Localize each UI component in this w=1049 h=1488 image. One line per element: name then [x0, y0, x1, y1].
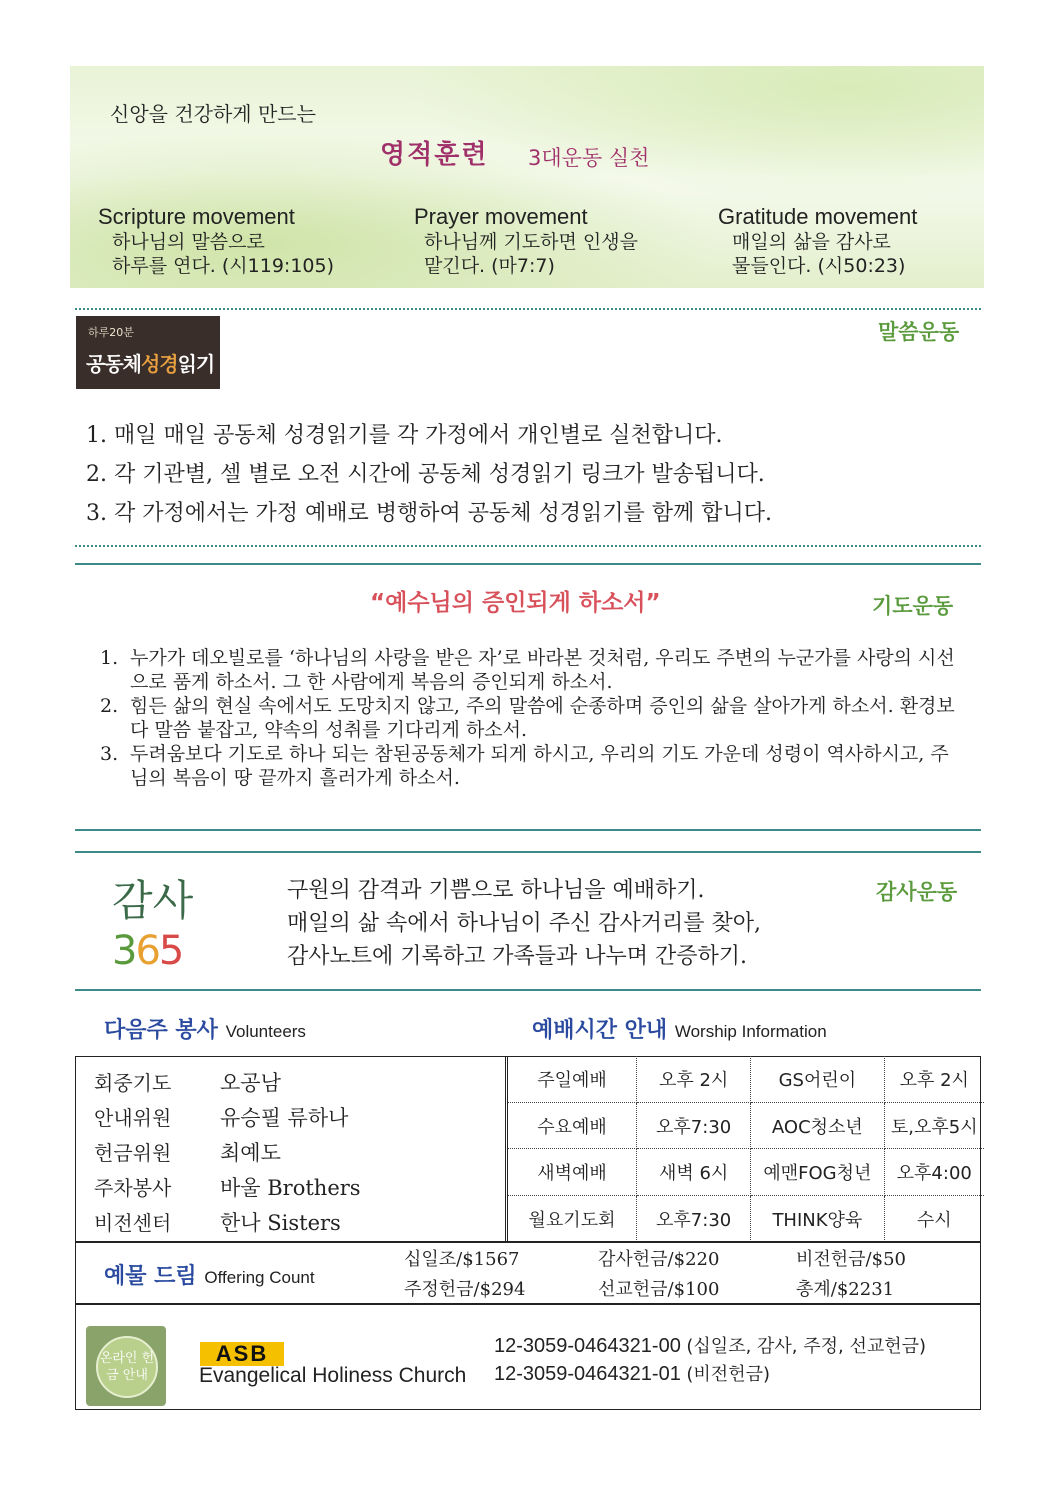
volunteer-role: 회중기도 [94, 1071, 172, 1095]
divider [75, 1241, 981, 1243]
word-list [86, 416, 772, 533]
table-cell: 오후7:30 [637, 1102, 751, 1149]
volunteer-role: 비전센터 [94, 1211, 172, 1235]
table-cell: 오후7:30 [637, 1196, 751, 1242]
movement-line: 매일의 삶을 감사로 [732, 231, 891, 253]
list-item: 3. 두려움보다 기도로 하나 되는 참된공동체가 되게 하시고, 우리의 기도 가운데 성령이 역사하시고, 주님의 복음이 땅 끝까지 흘러가게 하소서. [100, 743, 949, 789]
volunteer-name: 바울 Brothers [220, 1176, 361, 1200]
gratitude-text [287, 874, 761, 973]
logo-number: 365 [112, 928, 183, 974]
text-line: 구원의 감격과 기쁨으로 하나님을 예배하기. [287, 878, 705, 903]
offering-item: 십일조/$1567 [404, 1249, 520, 1270]
table-cell: 수시 [916, 1210, 952, 1232]
account-note: (십일조, 감사, 주정, 선교헌금) [686, 1336, 927, 1357]
table-cell: 월요기도회 [508, 1196, 637, 1242]
table-cell: 주일예배 [508, 1056, 637, 1102]
bible-reading-logo [76, 316, 220, 389]
text-line: 매일의 삶 속에서 하나님이 주신 감사거리를 찾아, [287, 911, 761, 936]
table-cell: 새벽예배 [508, 1149, 637, 1196]
table-row [508, 1102, 984, 1149]
table-cell: 예맨FOG청년 [751, 1149, 884, 1196]
banner-title-suffix: 3대운동 실천 [528, 146, 650, 170]
table-cell: 수요예배 [508, 1102, 637, 1149]
volunteer-name: 유승필 류하나 [220, 1106, 349, 1130]
worship-table [505, 1056, 984, 1242]
banner [70, 66, 984, 288]
offering-heading: 예물 드림 Offering Count [104, 1264, 315, 1289]
worship-heading: 예배시간 안내 Worship Information [532, 1018, 827, 1043]
offering-item: 총계/$2231 [796, 1279, 895, 1300]
offering-col-1 [404, 1245, 525, 1305]
offering-item: 선교헌금/$100 [598, 1279, 720, 1300]
account-note: (비전헌금) [686, 1364, 770, 1385]
movement-line: 하나님의 말씀으로 [112, 231, 265, 253]
table-cell: GS어린이 [751, 1056, 884, 1102]
offering-col-3 [796, 1245, 906, 1305]
account-line [494, 1360, 770, 1386]
table-cell: THINK양육 [751, 1196, 884, 1242]
divider-teal [75, 829, 981, 831]
asb-logo: ASB [200, 1342, 284, 1366]
account-number: 12-3059-0464321-01 [494, 1363, 681, 1385]
offering-item: 감사헌금/$220 [598, 1249, 720, 1270]
volunteers-heading: 다음주 봉사 Volunteers [104, 1018, 306, 1043]
movement-name: Gratitude movement [718, 204, 918, 229]
list-item: 3. 각 가정에서는 가정 예배로 병행하여 공동체 성경읽기를 함께 합니다. [86, 501, 772, 526]
offering-item: 비전헌금/$50 [796, 1249, 906, 1270]
account-number: 12-3059-0464321-00 [494, 1335, 681, 1357]
church-name: Evangelical Holiness Church [199, 1364, 467, 1387]
volunteer-role: 주차봉사 [94, 1176, 172, 1200]
logo-word: 감사 [112, 876, 194, 925]
movement-line: 물들인다. (시50:23) [732, 255, 906, 277]
table-row [508, 1196, 984, 1242]
divider-teal [75, 989, 981, 991]
divider-dotted [75, 308, 981, 310]
table-cell: 새벽 6시 [637, 1149, 751, 1196]
banner-subtitle: 신앙을 건강하게 만드는 [110, 102, 316, 126]
table-row [508, 1056, 984, 1102]
movement-gratitude [718, 204, 917, 278]
volunteer-role: 헌금위원 [94, 1141, 172, 1165]
movement-prayer [414, 204, 638, 278]
volunteer-name: 한나 Sisters [220, 1211, 341, 1235]
list-item: 2. 각 기관별, 셀 별로 오전 시간에 공동체 성경읽기 링크가 발송됩니다. [86, 462, 765, 487]
table-cell: 오후 2시 [637, 1056, 751, 1102]
movement-scripture [98, 204, 334, 278]
divider-teal [75, 563, 981, 565]
prayer-title: “예수님의 증인되게 하소서” [370, 590, 661, 616]
table-cell: AOC청소년 [751, 1102, 884, 1149]
list-item: 2. 힘든 삶의 현실 속에서도 도망치지 않고, 주의 말씀에 순종하며 증인의 삶을 살아가게 하소서. 환경보다 말씀 붙잡고, 약속의 성취를 기다리게 하소서. [100, 695, 955, 741]
logo-big-text: 공동체성경읽기 [86, 352, 215, 376]
offering-col-2 [598, 1245, 719, 1305]
table-cell: 오후 2시 [884, 1056, 984, 1102]
movement-name: Prayer movement [414, 204, 588, 229]
prayer-movement-tag: 기도운동 [872, 594, 954, 618]
movement-line: 하루를 연다. (시119:105) [112, 255, 334, 277]
gratitude-movement-tag: 감사운동 [876, 880, 958, 904]
banner-title: 영적훈련 [380, 140, 489, 170]
movement-name: Scripture movement [98, 204, 295, 229]
movement-line: 하나님께 기도하면 인생을 [424, 231, 638, 253]
online-offering-label: 온라인 헌금 안내 [96, 1336, 158, 1398]
online-offering-badge [86, 1326, 166, 1406]
divider-dotted [75, 545, 981, 547]
volunteer-name: 오공남 [220, 1071, 281, 1095]
word-movement-tag: 말씀운동 [878, 320, 960, 344]
volunteer-name: 최예도 [220, 1141, 281, 1165]
movement-line: 맡긴다. (마7:7) [424, 255, 555, 277]
divider [75, 1303, 981, 1305]
gamsa-365-logo [112, 868, 193, 974]
logo-small-text: 하루20분 [88, 326, 134, 339]
table-row [508, 1149, 984, 1196]
divider-teal [75, 851, 981, 853]
offering-item: 주정헌금/$294 [404, 1279, 526, 1300]
volunteer-role: 안내위원 [94, 1106, 172, 1130]
text-line: 감사노트에 기록하고 가족들과 나누며 간증하기. [287, 944, 748, 969]
table-cell: 토,오후5시 [884, 1102, 984, 1149]
prayer-list [100, 646, 960, 790]
volunteers-roles [94, 1066, 171, 1241]
volunteers-names [220, 1066, 361, 1241]
list-item: 1. 누가가 데오빌로를 ‘하나님의 사랑을 받은 자’로 바라본 것처럼, 우리도 주변의 누군가를 사랑의 시선으로 품게 하소서. 그 한 사람에게 복음의 증인되게 하소서. [100, 647, 955, 693]
table-cell: 오후4:00 [884, 1149, 984, 1196]
account-line [494, 1332, 926, 1358]
list-item: 1. 매일 매일 공동체 성경읽기를 각 가정에서 개인별로 실천합니다. [86, 423, 723, 448]
